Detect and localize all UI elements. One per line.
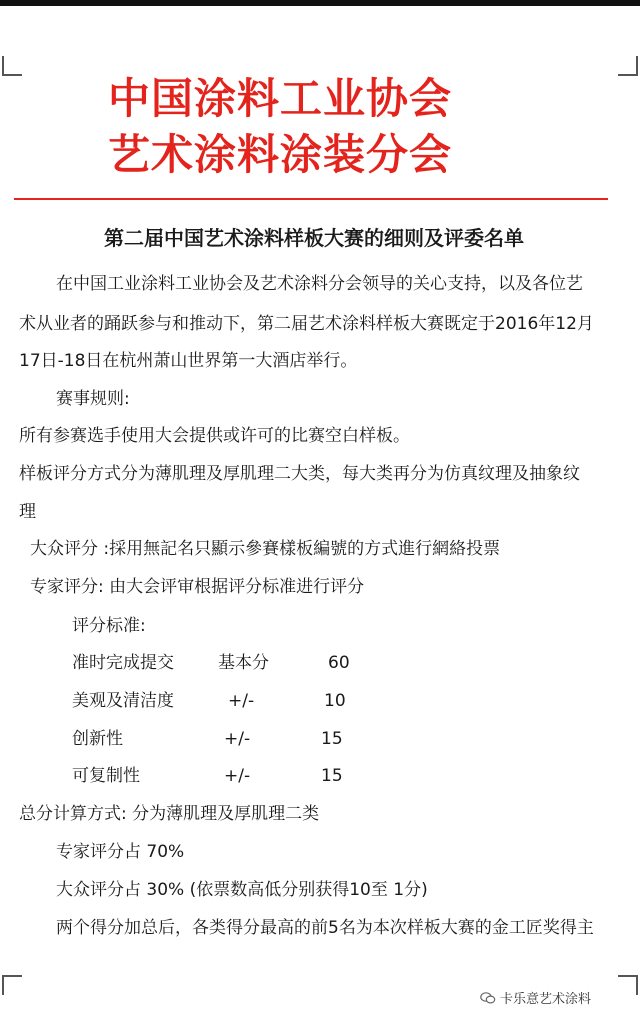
- criteria-name: 创新性: [72, 729, 123, 749]
- top-border: [0, 0, 640, 6]
- total-method: 总分计算方式: 分为薄肌理及厚肌理二类: [19, 804, 320, 824]
- rule-scoring-line2: 理: [19, 502, 36, 522]
- expert-weight: 专家评分占 70%: [56, 842, 185, 862]
- crop-mark-bottom-left: [2, 975, 22, 995]
- criteria-points: 10: [324, 691, 346, 711]
- criteria-points: 15: [321, 766, 343, 786]
- criteria-name: 可复制性: [72, 766, 140, 786]
- public-score-rule: 大众评分 :採用無記名只顯示參賽樣板編號的方式進行網絡投票: [30, 539, 501, 559]
- org-name-line2: 艺术涂料涂装分会: [108, 130, 453, 179]
- watermark: [480, 988, 591, 1007]
- expert-score-rule: 专家评分: 由大会评审根据评分标准进行评分: [30, 577, 365, 597]
- crop-mark-bottom-right: [618, 975, 638, 995]
- wechat-icon: [480, 992, 496, 1004]
- header-divider: [14, 198, 608, 200]
- rule-scoring-line1: 样板评分方式分为薄肌理及厚肌理二大类，每大类再分为仿真纹理及抽象纹: [19, 464, 580, 484]
- rule-blank-board: 所有参赛选手使用大会提供或许可的比赛空白样板。: [19, 426, 410, 446]
- intro-line1: 在中国工业涂料工业协会及艺术涂料分会领导的关心支持，以及各位艺: [56, 274, 583, 294]
- org-name-line1: 中国涂料工业协会: [108, 74, 453, 123]
- criteria-type: 基本分: [218, 653, 269, 673]
- criteria-name: 美观及清洁度: [72, 691, 174, 711]
- intro-line3: 17日-18日在杭州萧山世界第一大酒店举行。: [19, 351, 358, 371]
- award-rule: 两个得分加总后，各类得分最高的前5名为本次样板大赛的金工匠奖得主: [56, 918, 594, 938]
- watermark-text: 卡乐意艺术涂料: [500, 992, 592, 1007]
- intro-line2: 术从业者的踊跃参与和推动下，第二届艺术涂料样板大赛既定于2016年12月: [19, 314, 594, 334]
- crop-mark-top-left: [2, 56, 22, 76]
- criteria-type: +/-: [224, 766, 251, 786]
- crop-mark-top-right: [618, 56, 638, 76]
- document-title: 第二届中国艺术涂料样板大赛的细则及评委名单: [104, 226, 524, 250]
- criteria-points: 60: [328, 653, 350, 673]
- criteria-heading: 评分标准:: [72, 616, 146, 636]
- criteria-type: +/-: [224, 729, 251, 749]
- criteria-type: +/-: [228, 691, 255, 711]
- criteria-name: 准时完成提交: [72, 653, 174, 673]
- rules-heading: 赛事规则:: [56, 389, 130, 409]
- criteria-points: 15: [321, 729, 343, 749]
- public-weight: 大众评分占 30% (依票数高低分别获得10至 1分): [56, 880, 428, 900]
